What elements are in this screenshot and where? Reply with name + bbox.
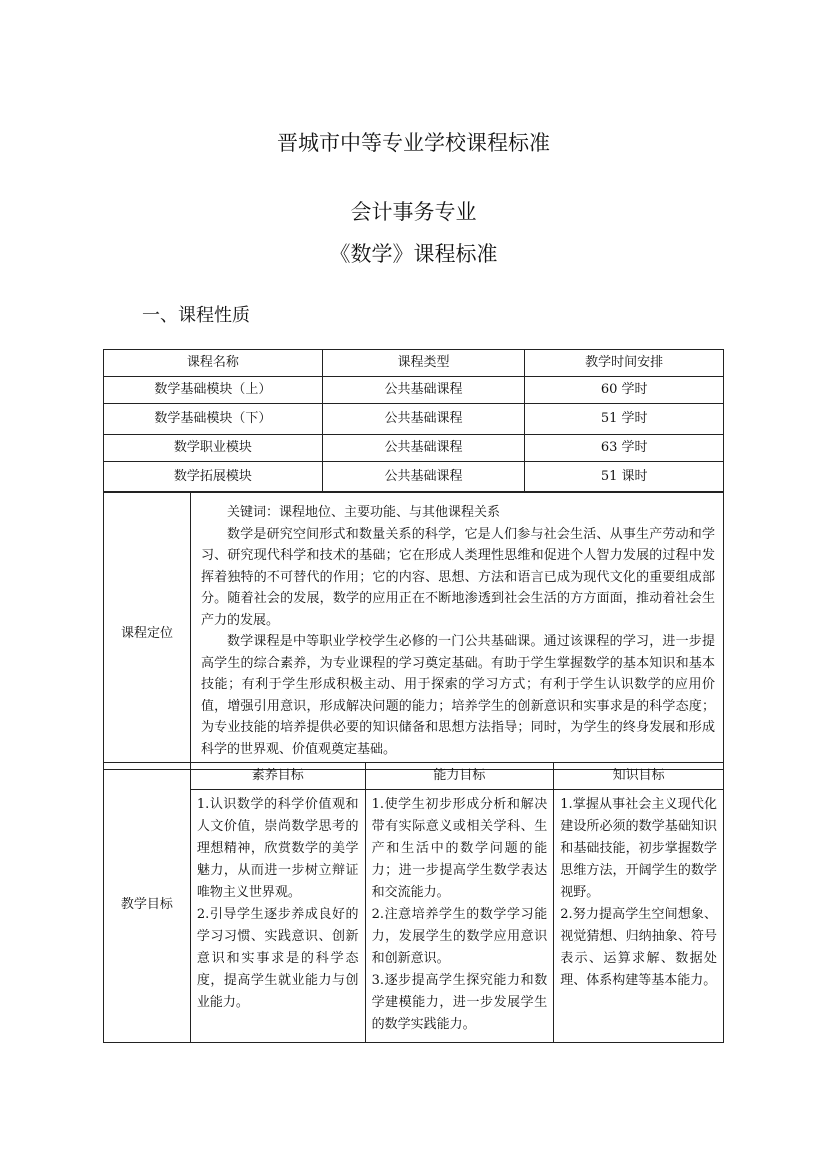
list-item: 1.掌握从事社会主义现代化建设所必须的数学基础知识和基础技能，初步掌握数学思维方法，开阔学生的数学视野。 [560,797,717,900]
list-item: 1.使学生初步形成分析和解决带有实际意义或相关学科、生产和生活中的数学问题的能力；进一步提高学生数学表达和交流能力。 [371,797,548,900]
course-name-cell: 数学基础模块（上） [104,377,323,404]
course-info-table [103,349,724,492]
course-name-cell: 数学职业模块 [104,435,323,462]
goals-label: 教学目标 [104,763,191,1043]
table-row [104,462,724,492]
goal-header-ability: 能力目标 [365,763,554,790]
section-heading: 一、课程性质 [142,305,250,326]
schedule-cell: 51 学时 [525,404,724,435]
header-course-name: 课程名称 [104,350,323,377]
course-title: 《数学》课程标准 [329,242,498,266]
schedule-cell: 63 学时 [525,435,724,462]
positioning-label: 课程定位 [104,493,191,770]
course-name-cell: 数学拓展模块 [104,462,323,492]
list-item: 2.引导学生逐步养成良好的学习习惯、实践意识、创新意识和实事求是的科学态度，提高学生就业能力与创业能力。 [196,907,359,1010]
positioning-paragraph: 数学课程是中等职业学校学生必修的一门公共基础课。通过该课程的学习，进一步提高学生的综合素养，为专业课程的学习奠定基础。有助于学生掌握数学的基本知识和基本技能；有利于学生形成积极主动、用于探索的学习方式；有利于学生认识数学的应用价值，增强引用意识，形成解决问题的能力；培养学生的创新意识和实事求是的科学态度；为专业技能的培养提供必要的知识储备和思想方法指导；同时，为学生的终身发展和形成科学的世界观、价值观奠定基础。 [201,634,715,757]
header-schedule: 教学时间安排 [525,350,724,377]
course-type-cell: 公共基础课程 [322,435,525,462]
document-title: 晋城市中等专业学校课程标准 [277,131,550,155]
course-positioning-table [103,492,724,770]
schedule-cell: 51 课时 [525,462,724,492]
table-row [104,404,724,435]
table-header-row [104,350,724,377]
positioning-content [191,493,724,770]
course-name-cell: 数学基础模块（下） [104,404,323,435]
major-title: 会计事务专业 [350,200,477,224]
teaching-goals-table [103,762,724,1043]
positioning-paragraph: 数学是研究空间形式和数量关系的科学，它是人们参与社会生活、从事生产劳动和学习、研究现代科学和技术的基础；它在形成人类理性思维和促进个人智力发展的过程中发挥着独特的不可替代的作用；它的内容、思想、方法和语言已成为现代文化的重要组成部分。随着社会的发展，数学的应用正在不断地渗透到社会生活的方方面面，推动着社会生产力的发展。 [201,526,715,628]
knowledge-goals [554,790,724,1043]
goal-header-knowledge: 知识目标 [554,763,724,790]
course-type-cell: 公共基础课程 [322,404,525,435]
goal-header-literacy: 素养目标 [190,763,365,790]
list-item: 2.注意培养学生的数学学习能力，发展学生的数学应用意识和创新意识。 [371,907,548,966]
course-type-cell: 公共基础课程 [322,462,525,492]
list-item: 1.认识数学的科学价值观和人文价值，崇尚数学思考的理想精神，欣赏数学的美学魅力，从而进一步树立辩证唯物主义世界观。 [196,797,359,900]
keywords-paragraph: 关键词：课程地位、主要功能、与其他课程关系 [227,505,501,520]
literacy-goals [190,790,365,1043]
ability-goals [365,790,554,1043]
header-course-type: 课程类型 [322,350,525,377]
table-row [104,435,724,462]
list-item: 2.努力提高学生空间想象、视觉猜想、归纳抽象、符号表示、运算求解、数据处理、体系构建等基本能力。 [560,907,717,988]
schedule-cell: 60 学时 [525,377,724,404]
table-row [104,377,724,404]
list-item: 3.逐步提高学生探究能力和数学建模能力，进一步发展学生的数学实践能力。 [371,973,548,1032]
course-type-cell: 公共基础课程 [322,377,525,404]
